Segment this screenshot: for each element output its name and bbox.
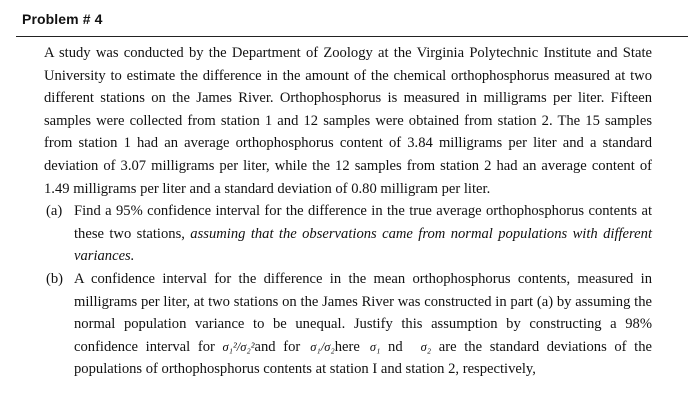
part-b-text-4: nd	[388, 338, 403, 355]
part-a-label: (a)	[46, 203, 63, 220]
sigma-1-symbol: σ₁	[369, 339, 381, 354]
part-b	[46, 268, 652, 381]
problem-intro: A study was conducted by the Department of Zoology at the Virginia Polytechnic Institute and State University to estimate the difference in the amount of the chemical orthophosphorus measured at two different stations on the James River. Orthophosphorus is measured in milligrams per liter. Fifteen samples were collected from station 1 and 12 samples were obtained from station 2. The 15 samples from station 1 had an average orthophosphorus content of 3.84 milligrams per liter and a standard deviation of 3.07 milligrams per liter, while the 12 samples from station 2 had an average content of 1.49 milligrams per liter and a standard deviation of 0.80 milligram per liter.	[44, 45, 652, 197]
part-b-body	[74, 268, 652, 381]
problem-title: Problem # 4	[22, 11, 103, 27]
part-a-emphasis: assuming that the observations came from normal populations with different variances.	[74, 225, 652, 265]
title-divider	[16, 36, 688, 37]
part-b-label: (b)	[46, 270, 64, 287]
part-b-text-1: A confidence interval for the difference in the mean orthophosphorus contents, measured in milligrams per liter, at two stations on the James River was constructed in part (a) by assuming the normal population variance to be unequal. Justify this assumption by constructing a 98% confidence interval for	[74, 270, 652, 355]
variance-ratio-formula: σ₁²/σ₂²	[222, 339, 255, 354]
problem-body	[44, 42, 652, 381]
part-a	[46, 200, 652, 268]
part-b-text-5: are the standard deviations of the populations of orthophosphorus contents at station I and station 2, respectively,	[74, 338, 652, 378]
sd-ratio-formula: σ₁/σ₂	[310, 339, 335, 354]
part-b-text-2: and for	[254, 338, 301, 355]
part-a-body	[74, 200, 652, 268]
part-b-text-3: here	[334, 338, 360, 355]
sigma-2-symbol: σ₂	[420, 339, 432, 354]
part-a-text: Find a 95% confidence interval for the difference in the true average orthophosphorus contents at these two stations,	[74, 203, 652, 242]
